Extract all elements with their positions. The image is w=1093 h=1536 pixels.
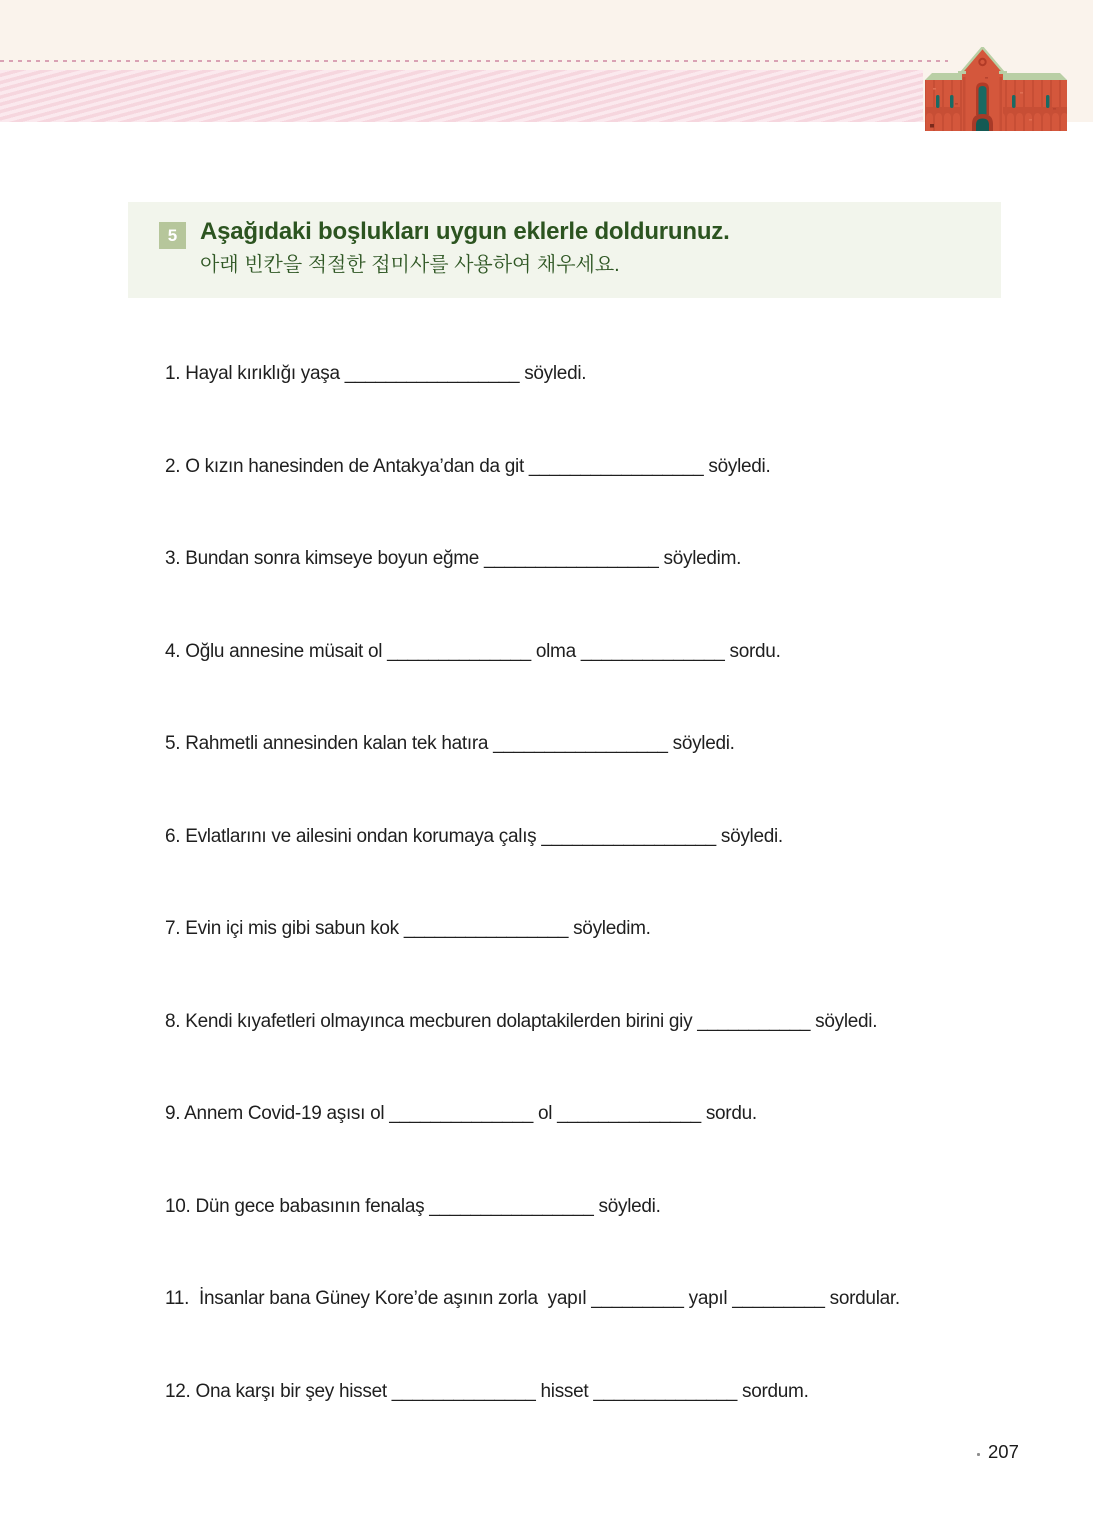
exercise-subtitle-korean: 아래 빈칸을 적절한 접미사를 사용하여 채우세요. <box>200 254 620 276</box>
exercise-item-7: 7. Evin içi mis gibi sabun kok ________________ söyledim. <box>165 918 651 939</box>
building-icon <box>925 47 1067 131</box>
exercise-item-1: 1. Hayal kırıklığı yaşa _________________ söyledi. <box>165 363 587 384</box>
exercise-number-badge: 5 <box>159 222 186 249</box>
exercise-item-6: 6. Evlatlarını ve ailesini ondan korumaya çalış _________________ söyledi. <box>165 826 783 847</box>
exercise-item-10: 10. Dün gece babasının fenalaş ________________ söyledi. <box>165 1196 661 1217</box>
exercise-item-5: 5. Rahmetli annesinden kalan tek hatıra _________________ söyledi. <box>165 733 735 754</box>
pink-stripe-band <box>0 70 923 122</box>
exercise-item-9: 9. Annem Covid-19 aşısı ol ______________ ol ______________ sordu. <box>165 1103 757 1124</box>
exercise-item-4: 4. Oğlu annesine müsait ol ______________ olma ______________ sordu. <box>165 641 781 662</box>
exercise-item-3: 3. Bundan sonra kimseye boyun eğme _________________ söyledim. <box>165 548 742 569</box>
exercise-item-12: 12. Ona karşı bir şey hisset ______________ hisset ______________ sordum. <box>165 1381 809 1402</box>
exercise-item-8: 8. Kendi kıyafetleri olmayınca mecburen dolaptakilerden birini giy ___________ söyledi. <box>165 1011 878 1032</box>
page-number: 207 <box>988 1441 1019 1462</box>
dotted-divider <box>0 60 948 62</box>
exercise-titles <box>200 217 730 277</box>
page-number-dot <box>977 1453 980 1456</box>
exercise-header-box <box>128 202 1001 298</box>
exercise-item-11: 11. İnsanlar bana Güney Kore’de aşının zorla yapıl _________ yapıl _________ sordular. <box>165 1288 900 1309</box>
exercise-title: Aşağıdaki boşlukları uygun eklerle doldurunuz. <box>200 218 730 245</box>
exercise-item-2: 2. O kızın hanesinden de Antakya’dan da git _________________ söyledi. <box>165 456 771 477</box>
